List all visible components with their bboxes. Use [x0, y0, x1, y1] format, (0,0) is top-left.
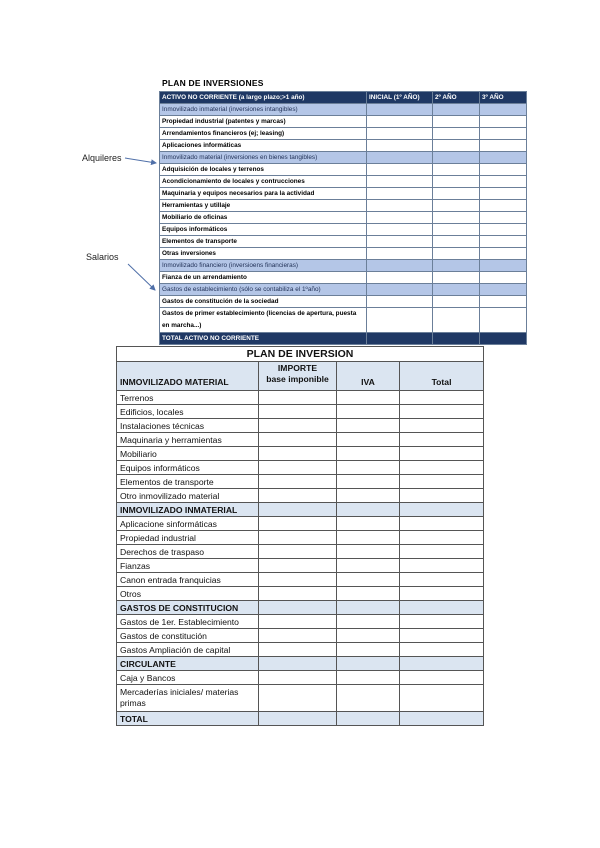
inversion-value-cell[interactable]: [259, 489, 337, 503]
inversion-value-cell[interactable]: [337, 629, 400, 643]
header-2-ano: 2º AÑO: [433, 92, 480, 104]
activo-row-label: Inmovilizado inmaterial (inversiones intangibles): [160, 104, 367, 116]
alquileres-arrow: [125, 158, 156, 163]
activo-value-cell[interactable]: [480, 164, 527, 176]
inversion-value-cell[interactable]: [337, 712, 400, 726]
inversion-value-cell[interactable]: [400, 587, 484, 601]
activo-row-label: Aplicaciones informáticas: [160, 140, 367, 152]
activo-value-cell[interactable]: [433, 128, 480, 140]
activo-value-cell[interactable]: [480, 152, 527, 164]
activo-value-cell[interactable]: [367, 333, 433, 345]
activo-value-cell[interactable]: [480, 248, 527, 260]
inversion-value-cell[interactable]: [259, 475, 337, 489]
activo-value-cell[interactable]: [367, 308, 433, 333]
table-header-row: [117, 362, 484, 391]
inversion-value-cell[interactable]: [259, 531, 337, 545]
inversion-value-cell[interactable]: [259, 643, 337, 657]
activo-row-label: Maquinaria y equipos necesarios para la actividad: [160, 188, 367, 200]
activo-value-cell[interactable]: [480, 116, 527, 128]
table-row: [160, 224, 527, 236]
inversion-value-cell[interactable]: [259, 545, 337, 559]
total-row: [117, 712, 484, 726]
activo-row-label: Herramientas y utillaje: [160, 200, 367, 212]
table-row: [117, 405, 484, 419]
inversion-row-label: Maquinaria y herramientas: [117, 433, 259, 447]
activo-value-cell[interactable]: [367, 128, 433, 140]
table-row: [160, 212, 527, 224]
inversion-value-cell[interactable]: [259, 517, 337, 531]
activo-row-label: Fianza de un arrendamiento: [160, 272, 367, 284]
table-row: [160, 308, 527, 333]
inversion-value-cell[interactable]: [337, 531, 400, 545]
total-row: [160, 333, 527, 345]
activo-value-cell[interactable]: [367, 224, 433, 236]
inversion-value-cell[interactable]: [337, 643, 400, 657]
table-row: [117, 587, 484, 601]
activo-value-cell[interactable]: [433, 296, 480, 308]
inversion-value-cell[interactable]: [337, 657, 400, 671]
activo-value-cell[interactable]: [480, 236, 527, 248]
inversion-value-cell[interactable]: [259, 712, 337, 726]
table-row: [117, 573, 484, 587]
activo-value-cell[interactable]: [433, 212, 480, 224]
inversion-value-cell[interactable]: [400, 475, 484, 489]
inversion-value-cell[interactable]: [337, 503, 400, 517]
inversion-value-cell[interactable]: [400, 615, 484, 629]
table-row: [160, 140, 527, 152]
table-row: [160, 128, 527, 140]
inversion-value-cell[interactable]: [400, 573, 484, 587]
activo-row-label: Acondicionamiento de locales y contrucciones: [160, 176, 367, 188]
activo-row-label: Gastos de establecimiento (sólo se contabiliza el 1ºaño): [160, 284, 367, 296]
activo-row-label: Arrendamientos financieros (ej; leasing): [160, 128, 367, 140]
inversion-value-cell[interactable]: [400, 433, 484, 447]
activo-value-cell[interactable]: [433, 224, 480, 236]
activo-row-label: Mobiliario de oficinas: [160, 212, 367, 224]
table-row: [160, 200, 527, 212]
activo-value-cell[interactable]: [433, 308, 480, 333]
inversion-value-cell[interactable]: [259, 615, 337, 629]
inversion-row-label: Edificios, locales: [117, 405, 259, 419]
section-row: [160, 284, 527, 296]
inversion-value-cell[interactable]: [259, 629, 337, 643]
activo-value-cell[interactable]: [433, 333, 480, 345]
activo-value-cell[interactable]: [433, 152, 480, 164]
inversion-row-label: Terrenos: [117, 391, 259, 405]
activo-value-cell[interactable]: [367, 164, 433, 176]
inversion-value-cell[interactable]: [259, 391, 337, 405]
activo-value-cell[interactable]: [433, 248, 480, 260]
inversion-value-cell[interactable]: [259, 601, 337, 615]
activo-value-cell[interactable]: [367, 296, 433, 308]
inversion-row-label: Equipos informáticos: [117, 461, 259, 475]
inversion-value-cell[interactable]: [337, 559, 400, 573]
activo-row-label: Propiedad industrial (patentes y marcas): [160, 116, 367, 128]
activo-value-cell[interactable]: [433, 176, 480, 188]
table-row: [117, 531, 484, 545]
inversion-value-cell[interactable]: [400, 657, 484, 671]
plan-inversiones-body: [160, 104, 527, 345]
inversion-value-cell[interactable]: [400, 447, 484, 461]
section-row: [117, 503, 484, 517]
inversion-value-cell[interactable]: [259, 433, 337, 447]
section-row: [160, 104, 527, 116]
section-row: [117, 657, 484, 671]
activo-value-cell[interactable]: [367, 176, 433, 188]
plan-inversion-title-row: [117, 347, 484, 362]
table-row: [117, 559, 484, 573]
activo-value-cell[interactable]: [433, 104, 480, 116]
activo-value-cell[interactable]: [367, 152, 433, 164]
table-header-row: [160, 92, 527, 104]
activo-value-cell[interactable]: [480, 272, 527, 284]
table-row: [160, 164, 527, 176]
activo-value-cell[interactable]: [480, 140, 527, 152]
header-inmovilizado-material: INMOVILIZADO MATERIAL: [117, 362, 259, 391]
activo-value-cell[interactable]: [480, 308, 527, 333]
activo-value-cell[interactable]: [480, 333, 527, 345]
activo-value-cell[interactable]: [433, 236, 480, 248]
table-row: [160, 296, 527, 308]
table-row: [160, 116, 527, 128]
table-row: [117, 629, 484, 643]
table-row: [160, 188, 527, 200]
activo-row-label: Adquisición de locales y terrenos: [160, 164, 367, 176]
plan-inversiones-title: PLAN DE INVERSIONES: [162, 78, 264, 88]
inversion-value-cell[interactable]: [400, 419, 484, 433]
inversion-value-cell[interactable]: [337, 517, 400, 531]
activo-row-label: Inmovilizado material (inversiones en bienes tangibles): [160, 152, 367, 164]
inversion-value-cell[interactable]: [337, 587, 400, 601]
table-row: [160, 272, 527, 284]
header-importe: [259, 362, 337, 391]
activo-value-cell[interactable]: [480, 176, 527, 188]
inversion-row-label: Mobiliario: [117, 447, 259, 461]
table-row: [160, 236, 527, 248]
inversion-value-cell[interactable]: [400, 489, 484, 503]
activo-row-label: Elementos de transporte: [160, 236, 367, 248]
section-row: [160, 152, 527, 164]
activo-value-cell[interactable]: [433, 284, 480, 296]
section-row: [160, 260, 527, 272]
activo-row-label: Inmovilizado financiero (inversioens financieras): [160, 260, 367, 272]
activo-value-cell[interactable]: [433, 164, 480, 176]
inversion-row-label: Fianzas: [117, 559, 259, 573]
header-inicial: INICIAL (1º AÑO): [367, 92, 433, 104]
activo-value-cell[interactable]: [480, 188, 527, 200]
inversion-value-cell[interactable]: [337, 545, 400, 559]
table-row: [117, 517, 484, 531]
activo-value-cell[interactable]: [367, 116, 433, 128]
activo-row-label: Otras inversiones: [160, 248, 367, 260]
table-row: [117, 461, 484, 475]
activo-value-cell[interactable]: [480, 284, 527, 296]
activo-value-cell[interactable]: [480, 200, 527, 212]
inversion-value-cell[interactable]: [337, 433, 400, 447]
plan-inversion-table: [116, 346, 484, 726]
inversion-value-cell[interactable]: [337, 461, 400, 475]
activo-value-cell[interactable]: [367, 140, 433, 152]
table-row: [117, 447, 484, 461]
inversion-row-label: GASTOS DE CONSTITUCION: [117, 601, 259, 615]
activo-value-cell[interactable]: [367, 188, 433, 200]
inversion-value-cell[interactable]: [400, 531, 484, 545]
activo-value-cell[interactable]: [367, 104, 433, 116]
inversion-value-cell[interactable]: [400, 671, 484, 685]
inversion-value-cell[interactable]: [337, 405, 400, 419]
inversion-value-cell[interactable]: [337, 447, 400, 461]
activo-value-cell[interactable]: [367, 248, 433, 260]
alquileres-note: Alquileres: [82, 153, 122, 163]
inversion-value-cell[interactable]: [400, 601, 484, 615]
section-row: [117, 601, 484, 615]
inversion-value-cell[interactable]: [400, 712, 484, 726]
inversion-value-cell[interactable]: [259, 559, 337, 573]
inversion-value-cell[interactable]: [337, 419, 400, 433]
header-total: Total: [400, 362, 484, 391]
table-row: [117, 545, 484, 559]
inversion-row-label: TOTAL: [117, 712, 259, 726]
inversion-value-cell[interactable]: [400, 629, 484, 643]
activo-value-cell[interactable]: [433, 272, 480, 284]
activo-row-label: Gastos de constitución de la sociedad: [160, 296, 367, 308]
table-row: [117, 685, 484, 712]
inversion-value-cell[interactable]: [337, 615, 400, 629]
inversion-row-label: Gastos Ampliación de capital: [117, 643, 259, 657]
inversion-row-label: Elementos de transporte: [117, 475, 259, 489]
inversion-row-label: CIRCULANTE: [117, 657, 259, 671]
inversion-value-cell[interactable]: [259, 685, 337, 712]
inversion-value-cell[interactable]: [400, 391, 484, 405]
inversion-value-cell[interactable]: [337, 391, 400, 405]
inversion-value-cell[interactable]: [337, 573, 400, 587]
table-row: [117, 433, 484, 447]
inversion-row-label: Propiedad industrial: [117, 531, 259, 545]
inversion-row-label: Instalaciones técnicas: [117, 419, 259, 433]
plan-inversiones-table: [159, 91, 527, 345]
activo-value-cell[interactable]: [433, 140, 480, 152]
inversion-row-label: Mercaderías iniciales/ materias primas: [117, 685, 259, 712]
plan-inversion-body: [117, 391, 484, 726]
inversion-row-label: Gastos de 1er. Establecimiento: [117, 615, 259, 629]
inversion-row-label: Otros: [117, 587, 259, 601]
salarios-arrow: [128, 264, 155, 290]
inversion-value-cell[interactable]: [337, 489, 400, 503]
activo-value-cell[interactable]: [433, 188, 480, 200]
inversion-value-cell[interactable]: [337, 685, 400, 712]
plan-inversion-title: PLAN DE INVERSION: [117, 347, 484, 362]
inversion-value-cell[interactable]: [259, 657, 337, 671]
inversion-value-cell[interactable]: [400, 643, 484, 657]
inversion-value-cell[interactable]: [259, 587, 337, 601]
header-3-ano: 3º AÑO: [480, 92, 527, 104]
activo-value-cell[interactable]: [433, 116, 480, 128]
inversion-value-cell[interactable]: [259, 419, 337, 433]
table-row: [117, 475, 484, 489]
activo-row-label: Equipos informáticos: [160, 224, 367, 236]
inversion-value-cell[interactable]: [337, 601, 400, 615]
table-row: [117, 671, 484, 685]
header-iva: IVA: [337, 362, 400, 391]
inversion-value-cell[interactable]: [259, 447, 337, 461]
header-importe-line2: base imponible: [266, 374, 329, 384]
inversion-value-cell[interactable]: [337, 475, 400, 489]
header-importe-line1: IMPORTE: [277, 363, 318, 373]
inversion-value-cell[interactable]: [337, 671, 400, 685]
inversion-row-label: Canon entrada franquicias: [117, 573, 259, 587]
activo-value-cell[interactable]: [367, 272, 433, 284]
inversion-value-cell[interactable]: [400, 545, 484, 559]
inversion-value-cell[interactable]: [259, 573, 337, 587]
table-row: [117, 419, 484, 433]
inversion-value-cell[interactable]: [400, 503, 484, 517]
inversion-value-cell[interactable]: [400, 405, 484, 419]
inversion-value-cell[interactable]: [259, 671, 337, 685]
activo-value-cell[interactable]: [367, 236, 433, 248]
inversion-value-cell[interactable]: [400, 559, 484, 573]
activo-value-cell[interactable]: [433, 200, 480, 212]
activo-value-cell[interactable]: [480, 128, 527, 140]
inversion-value-cell[interactable]: [400, 517, 484, 531]
activo-value-cell[interactable]: [480, 296, 527, 308]
inversion-row-label: Derechos de traspaso: [117, 545, 259, 559]
header-activo-no-corriente: ACTIVO NO CORRIENTE (a largo plazo;>1 año): [160, 92, 367, 104]
inversion-value-cell[interactable]: [259, 461, 337, 475]
activo-value-cell[interactable]: [367, 260, 433, 272]
activo-value-cell[interactable]: [480, 212, 527, 224]
inversion-value-cell[interactable]: [400, 685, 484, 712]
activo-value-cell[interactable]: [367, 284, 433, 296]
activo-row-label: TOTAL ACTIVO NO CORRIENTE: [160, 333, 367, 345]
table-row: [160, 248, 527, 260]
inversion-row-label: INMOVILIZADO INMATERIAL: [117, 503, 259, 517]
inversion-row-label: Gastos de constitución: [117, 629, 259, 643]
activo-value-cell[interactable]: [367, 212, 433, 224]
table-row: [160, 176, 527, 188]
table-row: [117, 391, 484, 405]
inversion-row-label: Otro inmovilizado material: [117, 489, 259, 503]
activo-value-cell[interactable]: [480, 224, 527, 236]
inversion-row-label: Caja y Bancos: [117, 671, 259, 685]
activo-row-label: Gastos de primer establecimiento (licencias de apertura, puesta en marcha...): [160, 308, 367, 333]
activo-value-cell[interactable]: [367, 200, 433, 212]
inversion-value-cell[interactable]: [259, 405, 337, 419]
activo-value-cell[interactable]: [433, 260, 480, 272]
table-row: [117, 489, 484, 503]
table-row: [117, 643, 484, 657]
activo-value-cell[interactable]: [480, 260, 527, 272]
inversion-value-cell[interactable]: [259, 503, 337, 517]
table-row: [117, 615, 484, 629]
activo-value-cell[interactable]: [480, 104, 527, 116]
inversion-row-label: Aplicacione sinformáticas: [117, 517, 259, 531]
salarios-note: Salarios: [86, 252, 119, 262]
inversion-value-cell[interactable]: [400, 461, 484, 475]
